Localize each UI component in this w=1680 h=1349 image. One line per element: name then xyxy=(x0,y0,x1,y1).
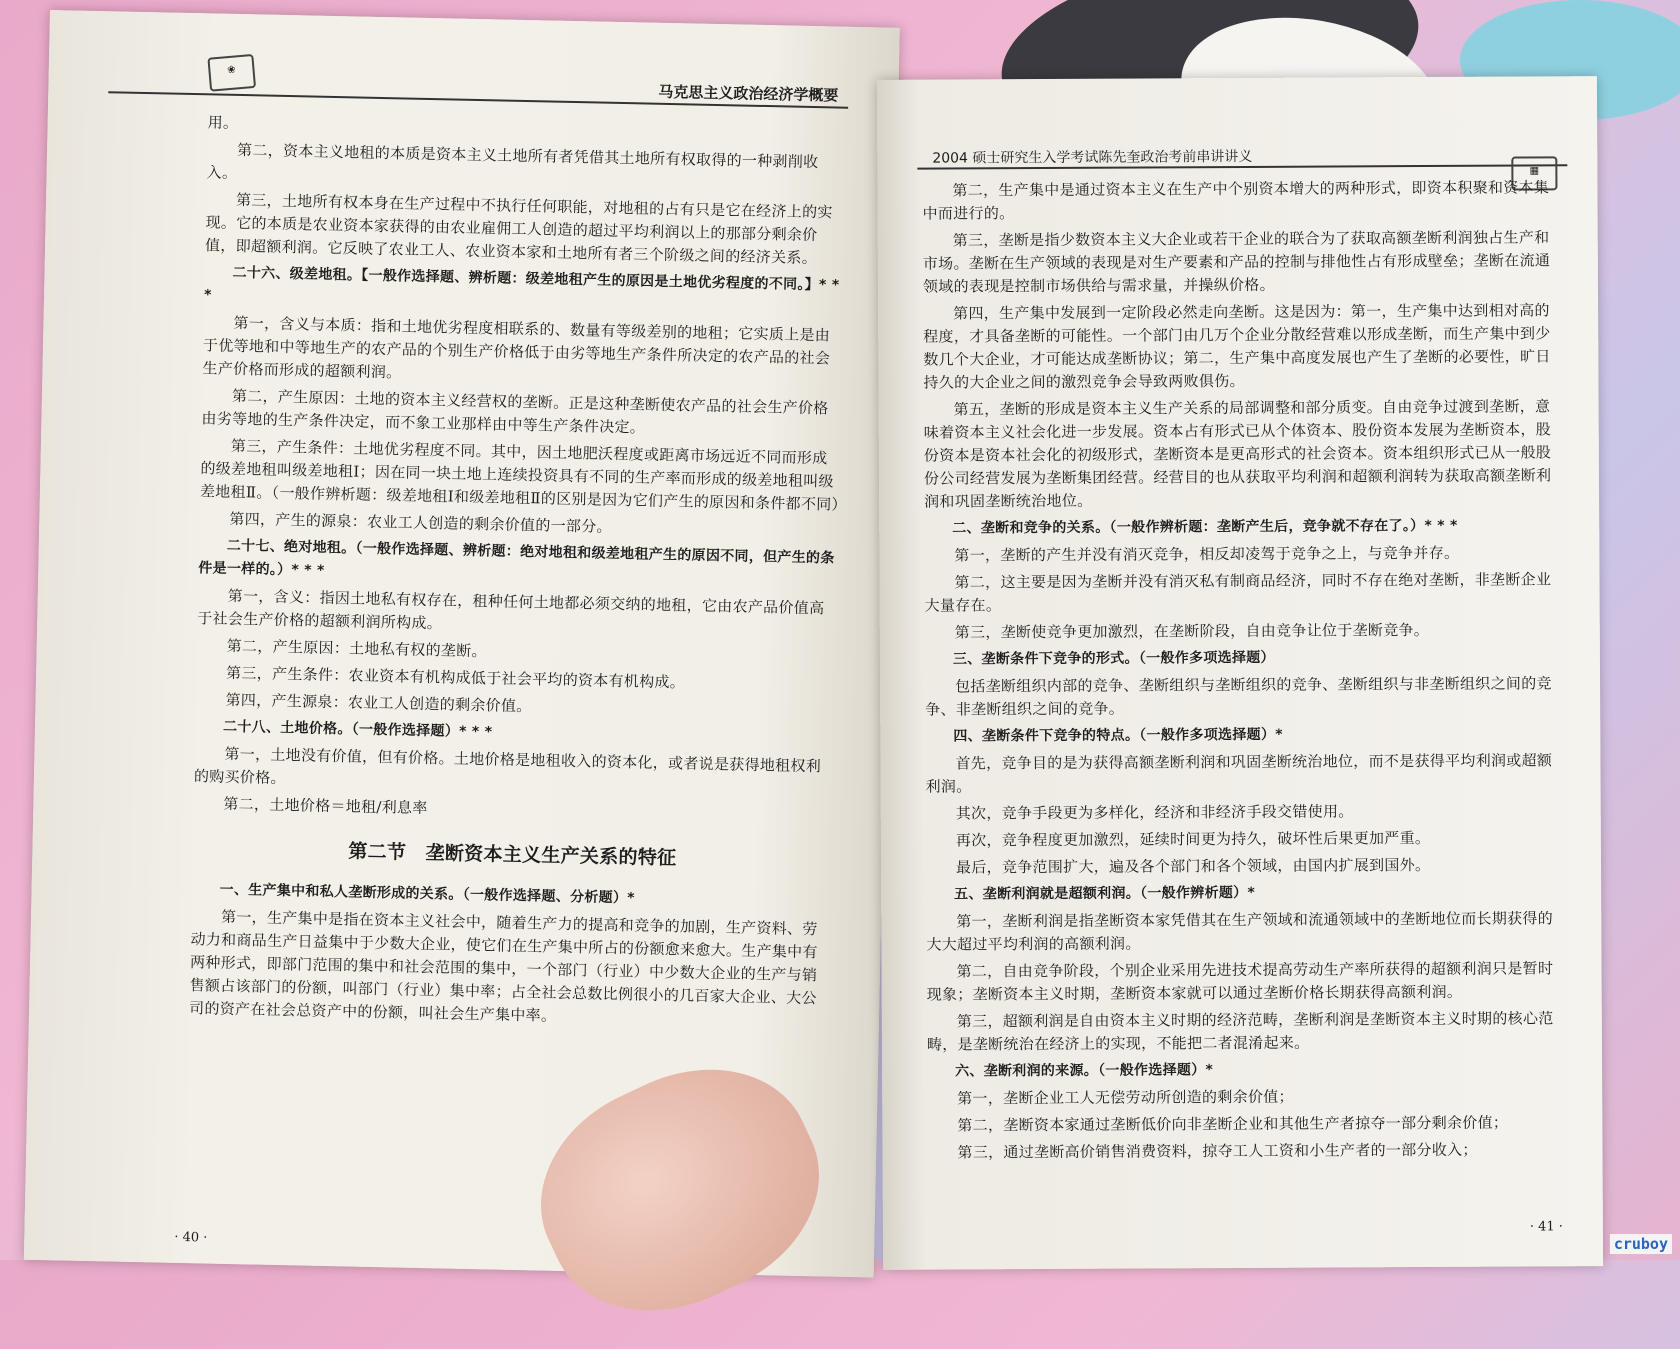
item-heading: 三、垄断条件下竞争的形式。（一般作多项选择题） xyxy=(952,649,1275,668)
paragraph: 第三，垄断是指少数资本主义大企业或若干企业的联合为了获取高额垄断利润独占生产和市场。垄断在生产领域的表现是对生产要素和产品的控制与排他性占有形成壁垒；垄断在流通领域的表现是控制市场供给与需求量，并操纵价格。 xyxy=(922,228,1551,296)
item-heading: 二、垄断和竞争的关系。（一般作辨析题：垄断产生后，竞争就不存在了。）* * * xyxy=(952,517,1458,537)
paragraph: 第二，资本主义地租的本质是资本主义土地所有者凭借其土地所有权取得的一种剥削收入。 xyxy=(206,140,819,182)
paragraph: 首先，竞争目的是为获得高额垄断利润和巩固垄断统治地位，而不是获得平均利润或超额利润。 xyxy=(925,751,1553,796)
page-number: · 41 · xyxy=(1529,1219,1563,1235)
paragraph: 第五，垄断的形成是资本主义生产关系的局部调整和部分质变。自由竞争过渡到垄断，意味着资本主义社会化进一步发展。资本占有形式已从个体资本、股份资本发展为垄断资本，股份资本是资本社会化的初级形式，垄断资本是更高形式的社会资本。资本组织形式已从一般股份公司经营发展为垄断集团经营。经营目的也从获取平均利润和超额利润转为获取高额垄断利润和巩固垄断统治地位。 xyxy=(923,397,1552,511)
page-header: 2004 硕士研究生入学考试陈先奎政治考前串讲讲义 xyxy=(932,148,1253,167)
paragraph: 再次，竞争程度更加激烈，延续时间更为持久，破坏性后果更加严重。 xyxy=(955,829,1431,850)
paragraph: 第一，生产集中是指在资本主义社会中，随着生产力的提高和竞争的加剧，生产资料、劳动力和商品生产日益集中于少数大企业，使它们在生产集中所占的份额愈来愈大。生产集中有两种形式，即部门范围的集中和社会范围的集中，一个部门（行业）中少数大企业的生产与销售额占该部门的份额，叫部门（行业）集中率；占全社会总数比例很小的几百家大企业、大公司的资产在社会总资产中的份额，叫社会生产集中率。 xyxy=(188,907,818,1025)
item-heading: 一、生产集中和私人垄断形成的关系。（一般作选择题、分析题）* xyxy=(219,881,636,907)
right-page xyxy=(877,76,1603,1270)
paragraph: 第三，超额利润是自由资本主义时期的经济范畴，垄断利润是垄断资本主义时期的核心范畴，是垄断统治在经济上的实现，不能把二者混淆起来。 xyxy=(926,1009,1554,1054)
logo-icon: ❀ xyxy=(207,54,256,92)
paragraph: 第四，产生的源泉：农业工人创造的剩余价值的一部分。 xyxy=(229,509,613,536)
paragraph: 第二，生产集中是通过资本主义在生产中个别资本增大的两种形式，即资本积聚和资本集中而进行的。 xyxy=(922,178,1550,223)
watermark: cruboy xyxy=(1610,1234,1672,1254)
paragraph: 第一，含义与本质：指和土地优劣程度相联系的、数量有等级差别的地租；它实质上是由于优等地和中等地生产的农产品的个别生产价格低于由劣等地生产条件所决定的农产品的社会生产价格而形成的超额利润。 xyxy=(202,313,831,382)
paragraph: 第二，产生原因：土地私有权的垄断。 xyxy=(226,636,487,661)
paragraph: 第四，生产集中发展到一定阶段必然走向垄断。这是因为：第一，生产集中达到相对高的程度，才具备垄断的可能性。一个部门由几万个企业分散经营难以形成垄断，而生产集中到少数几个大企业，才可能达成垄断协议；第二，生产集中高度发展也产生了垄断的必要性，旷日持久的大企业之间的激烈竞争会导致两败俱伤。 xyxy=(923,301,1551,392)
item-heading: 二十八、土地价格。（一般作选择题）* * * xyxy=(222,718,493,741)
paragraph: 第一，含义：指因土地私有权存在，租种任何土地都必须交纳的地租，它由农产品价值高于社会生产价格的超额利润所构成。 xyxy=(197,586,825,633)
paragraph: 包括垄断组织内部的竞争、垄断组织与垄断组织的竞争、垄断组织与非垄断组织之间的竞争、非垄断组织之间的竞争。 xyxy=(925,674,1552,719)
paragraph: 第二，土地价格＝地租/利息率 xyxy=(223,794,428,818)
item-heading: 四、垄断条件下竞争的特点。（一般作多项选择题）* xyxy=(953,726,1283,745)
item-heading: 二十七、绝对地租。（一般作选择题、辨析题：绝对地租和级差地租产生的原因不同，但产生的条件是一样的。）* * * xyxy=(198,537,835,579)
paragraph: 第一，垄断利润是指垄断资本家凭借其在生产领域和流通领域中的垄断地位而长期获得的大大超过平均利润的高额利润。 xyxy=(926,909,1554,954)
paragraph: 其次，竞争手段更为多样化，经济和非经济手段交错使用。 xyxy=(955,802,1354,823)
paragraph: 第一，土地没有价值，但有价格。土地价格是地租收入的资本化，或者说是获得地租权利的购买价格。 xyxy=(193,744,822,788)
item-heading: 五、垄断利润就是超额利润。（一般作辨析题）* xyxy=(954,884,1256,903)
paragraph: 第二，这主要是因为垄断并没有消灭私有制商品经济，同时不存在绝对垄断，非垄断企业大量存在。 xyxy=(924,570,1552,615)
section-title: 第二节 垄断资本主义生产关系的特征 xyxy=(348,840,677,870)
paragraph: 第三，土地所有权本身在生产过程中不执行任何职能，对地租的占有只是它在经济上的实现。它的本质是农业资本家获得的由农业雇佣工人创造的超过平均利润以上的那部分剩余价值，即超额利润。它反映了农业工人、农业资本家和土地所有者三个阶级之间的经济关系。 xyxy=(204,190,833,268)
paragraph: 第三，产生条件：土地优劣程度不同。其中，因土地肥沃程度或距离市场远近不同而形成的级差地租叫级差地租Ⅰ；因在同一块土地上连续投资具有不同的生产率而形成的级差地租叫级差地租Ⅱ。（一般作辨析题：级差地租Ⅰ和级差地租Ⅱ的区别是因为它们产生的原因和条件都不同） xyxy=(199,436,848,514)
page-number: · 40 · xyxy=(174,1229,208,1246)
paragraph: 第一，垄断的产生并没有消灭竞争，相反却凌驾于竞争之上，与竞争并存。 xyxy=(954,543,1460,565)
paragraph: 第一，垄断企业工人无偿劳动所创造的剩余价值； xyxy=(957,1087,1294,1108)
page-body xyxy=(922,176,1567,1168)
item-heading: 二十六、级差地租。【一般作选择题、辨析题：级差地租产生的原因是土地优劣程度的不同。】* * * xyxy=(203,264,840,304)
paragraph: 第二，自由竞争阶段，个别企业采用先进技术提高劳动生产率所获得的超额利润只是暂时现象；垄断资本主义时期，垄断资本家就可以通过垄断价格长期获得高额利润。 xyxy=(926,959,1554,1004)
paragraph: 第三，产生条件：农业资本有机构成低于社会平均的资本有机构成。 xyxy=(225,663,686,692)
item-heading: 六、垄断利润的来源。（一般作选择题）* xyxy=(955,1062,1214,1080)
logo-icon: ▦ xyxy=(1511,156,1557,190)
paragraph: 第三，通过垄断高价销售消费资料，掠夺工人工资和小生产者的一部分收入； xyxy=(957,1140,1478,1162)
page-body xyxy=(189,111,848,1037)
paragraph: 第四，产生源泉：农业工人创造的剩余价值。 xyxy=(225,690,532,716)
paragraph: 第二，产生原因：土地的资本主义经营权的垄断。正是这种垄断使农产品的社会生产价格由劣等地的生产条件决定，而不象工业那样由中等生产条件决定。 xyxy=(201,386,829,437)
open-book xyxy=(30,0,1600,1260)
paragraph: 最后，竞争范围扩大，遍及各个部门和各个领域，由国内扩展到国外。 xyxy=(955,856,1431,877)
paragraph: 第二，垄断资本家通过垄断低价向非垄断企业和其他生产者掠夺一部分剩余价值； xyxy=(957,1113,1509,1135)
page-header: 马克思主义政治经济学概要 xyxy=(658,82,839,105)
paragraph: 用。 xyxy=(207,113,239,132)
paragraph: 第三，垄断使竞争更加激烈，在垄断阶段，自由竞争让位于垄断竞争。 xyxy=(954,621,1430,642)
